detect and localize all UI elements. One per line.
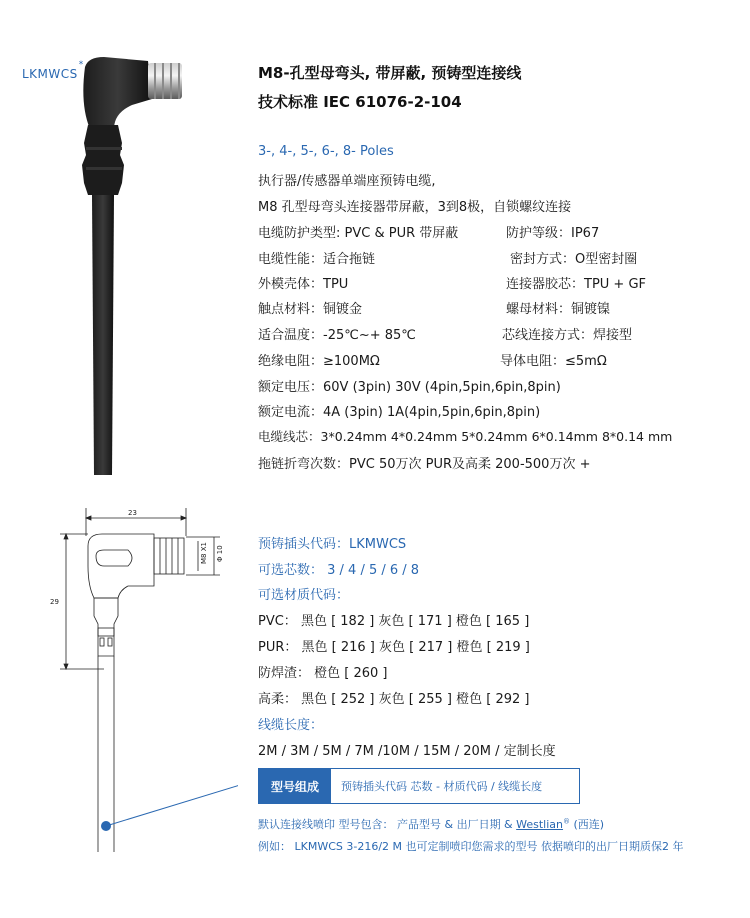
- spec-left: 电缆性能：适合拖链: [258, 252, 376, 267]
- pur-colors: PUR： 黑色 [ 216 ] 灰色 [ 217 ] 橙色 [ 219 ]: [258, 640, 530, 655]
- desc-line-1: 执行器/传感器单端座预铸电缆,: [258, 174, 436, 189]
- spec-row: [258, 324, 738, 343]
- spec-right: 芯线连接方式：焊接型: [502, 328, 633, 343]
- spec-left: 触点材料：铜镀金: [258, 302, 363, 317]
- weld-colors: 防焊渣： 橙色 [ 260 ]: [258, 666, 388, 681]
- model-label: 型号组成: [259, 769, 331, 803]
- model-description: 预铸插头代码 芯数 - 材质代码 / 线缆长度: [341, 780, 543, 793]
- spec-right: 密封方式：O型密封圈: [510, 252, 638, 267]
- spec-row: [258, 222, 738, 241]
- dim-width: 23: [128, 509, 137, 517]
- dimension-drawing: [48, 506, 238, 852]
- product-title: M8-孔型母弯头, 带屏蔽, 预铸型连接线: [258, 64, 522, 82]
- length-options: 2M / 3M / 5M / 7M /10M / 15M / 20M / 定制长度: [258, 744, 556, 759]
- poles-heading: 3-, 4-, 5-, 6-, 8- Poles: [258, 144, 394, 159]
- spec-right: 连接器胶芯：TPU + GF: [506, 277, 647, 292]
- spec-left: 适合温度：-25℃~+ 85℃: [258, 328, 416, 343]
- voltage-spec: 额定电压：60V (3pin) 30V (4pin,5pin,6pin,8pin): [258, 380, 561, 395]
- example-note: 例如： LKMWCS 3-216/2 M 也可定制喷印您需求的型号 依据喷印的出厂日期质保2 年: [258, 840, 684, 853]
- print-reg: ®: [563, 817, 571, 826]
- spec-left: 电缆防护类型: PVC & PUR 带屏蔽: [258, 226, 459, 241]
- code-heading: 预铸插头代码：LKMWCS: [258, 537, 407, 552]
- spec-right: 防护等级：IP67: [506, 226, 600, 241]
- print-note: [258, 816, 604, 832]
- bend-spec: 拖链折弯次数：PVC 50万次 PUR及高柔 200-500万次 +: [258, 457, 591, 472]
- spec-row: [258, 273, 738, 292]
- material-heading: 可选材质代码：: [258, 588, 350, 603]
- dim-diameter: Φ 10: [216, 545, 224, 562]
- print-brand-cn: (西连): [570, 818, 605, 831]
- print-note-text: 默认连接线喷印 型号包含： 产品型号 & 出厂日期 &: [258, 818, 517, 831]
- pvc-colors: PVC： 黑色 [ 182 ] 灰色 [ 171 ] 橙色 [ 165 ]: [258, 614, 530, 629]
- length-heading: 线缆长度：: [258, 718, 324, 733]
- standard-title: 技术标准 IEC 61076-2-104: [258, 93, 462, 111]
- spec-row: [258, 298, 738, 317]
- flex-colors: 高柔： 黑色 [ 252 ] 灰色 [ 255 ] 橙色 [ 292 ]: [258, 692, 530, 707]
- spec-right: 螺母材料：铜镀镍: [506, 302, 611, 317]
- dim-height: 29: [50, 598, 59, 606]
- spec-left: 外模壳体：TPU: [258, 277, 349, 292]
- spec-row: [258, 350, 738, 369]
- model-composition: [258, 768, 580, 804]
- print-brand: Westlian: [516, 818, 564, 831]
- spec-row: [258, 248, 738, 267]
- cores-heading: 可选芯数： 3 / 4 / 5 / 6 / 8: [258, 563, 420, 578]
- connector-photo: [70, 55, 200, 475]
- dim-thread: M8 X1: [200, 542, 208, 564]
- brand-name: LKMWCS: [22, 67, 78, 81]
- brand-mark: *: [78, 60, 84, 70]
- desc-line-2: M8 孔型母弯头连接器带屏蔽，3到8极，自锁螺纹连接: [258, 200, 572, 215]
- spec-right: 导体电阻：≤5mΩ: [500, 354, 607, 369]
- wire-spec: 电缆线芯：3*0.24mm 4*0.24mm 5*0.24mm 6*0.14mm 8*0.14 mm: [258, 429, 673, 444]
- current-spec: 额定电流：4A (3pin) 1A(4pin,5pin,6pin,8pin): [258, 405, 541, 420]
- spec-left: 绝缘电阻：≥100MΩ: [258, 354, 380, 369]
